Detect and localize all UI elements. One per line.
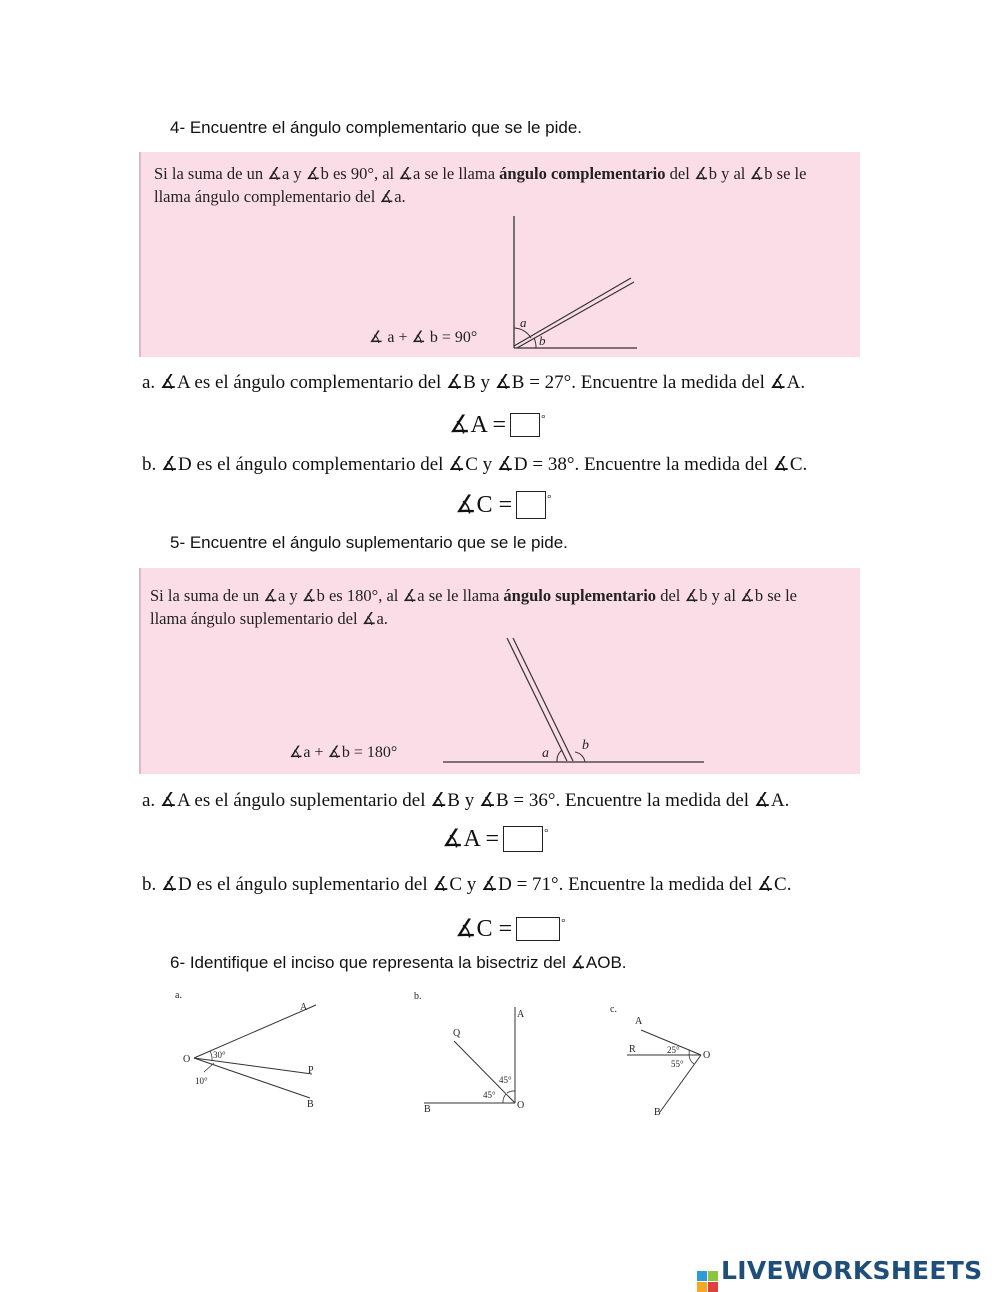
q4-answer-b-input[interactable] bbox=[516, 491, 546, 519]
q5-label-a: a bbox=[542, 746, 549, 761]
q6-option-b-label-q: Q bbox=[453, 1028, 461, 1039]
q6-option-c-label-a: A bbox=[635, 1016, 643, 1027]
q6-option-a-label-b: B bbox=[307, 1099, 314, 1110]
q5-ray-2 bbox=[513, 638, 573, 761]
q6-option-b-label-a: A bbox=[517, 1009, 525, 1020]
q5-definition-text-a: Si la suma de un ∡a y ∡b es 180°, al ∡a se le llama bbox=[150, 586, 503, 605]
q6-option-b-arc-2 bbox=[507, 1091, 515, 1093]
q6-option-b-label-b: B bbox=[424, 1104, 431, 1115]
q6-option-c-arc-2 bbox=[689, 1055, 694, 1064]
q5-formula: ∡a + ∡b = 180° bbox=[289, 742, 397, 762]
q4-definition-line1 bbox=[154, 162, 859, 185]
q5-arc-b bbox=[575, 752, 585, 762]
q4-definition-bold: ángulo complementario bbox=[499, 164, 665, 183]
q4-answer-a bbox=[449, 410, 545, 439]
q4-item-b: b. ∡D es el ángulo complementario del ∡C y ∡D = 38°. Encuentre la medida del ∡C. bbox=[142, 453, 807, 476]
q5-answer-a bbox=[442, 824, 548, 853]
q5-supplementary-figure bbox=[439, 634, 709, 764]
q5-definition-box bbox=[139, 568, 860, 774]
q6-option-a-arc-30 bbox=[210, 1051, 212, 1061]
q5-heading: 5- Encuentre el ángulo suplementario que se le pide. bbox=[170, 533, 568, 553]
q4-answer-b-degree: ° bbox=[547, 493, 551, 505]
q6-option-b-label-o: O bbox=[517, 1100, 524, 1111]
q5-answer-a-label: ∡A = bbox=[442, 824, 499, 853]
q6-heading: 6- Identifique el inciso que representa la bisectriz del ∡AOB. bbox=[170, 953, 627, 973]
q6-option-a-ray-ob bbox=[194, 1058, 310, 1098]
q4-answer-a-degree: ° bbox=[541, 413, 545, 425]
q5-label-b: b bbox=[582, 738, 589, 753]
q4-label-a: a bbox=[520, 315, 527, 330]
liveworksheets-logo-text: LIVEWORKSHEETS bbox=[721, 1256, 982, 1285]
q5-answer-a-input[interactable] bbox=[503, 826, 543, 852]
logo-square-1 bbox=[697, 1271, 707, 1281]
q5-definition-bold: ángulo suplementario bbox=[503, 586, 656, 605]
q4-label-b: b bbox=[539, 333, 546, 348]
q5-answer-b-degree: ° bbox=[561, 917, 565, 929]
q5-definition-text-b: del ∡b y al ∡b se le bbox=[656, 586, 797, 605]
q6-option-b-angle-2: 45° bbox=[483, 1090, 496, 1100]
q4-definition-box bbox=[139, 152, 860, 357]
q6-option-b-figure[interactable] bbox=[410, 985, 540, 1120]
q6-option-c-label-o: O bbox=[703, 1050, 710, 1061]
logo-square-2 bbox=[708, 1271, 718, 1281]
q6-option-a-letter: a. bbox=[175, 990, 182, 1001]
liveworksheets-logo[interactable] bbox=[697, 1256, 982, 1292]
q6-option-c-angle-2: 55° bbox=[671, 1059, 684, 1069]
q5-definition-line2: llama ángulo suplementario del ∡a. bbox=[150, 607, 388, 630]
q6-option-a-label-p: P bbox=[308, 1065, 314, 1076]
q4-definition-line2: llama ángulo complementario del ∡a. bbox=[154, 185, 406, 208]
q5-answer-b-input[interactable] bbox=[516, 917, 560, 941]
q6-option-a-arrow bbox=[204, 1063, 214, 1072]
q6-option-a-label-a: A bbox=[300, 1002, 308, 1013]
q6-option-a-angle-30: 30° bbox=[213, 1050, 226, 1060]
q5-answer-b bbox=[455, 914, 565, 943]
q6-option-a-label-o: O bbox=[183, 1054, 190, 1065]
q4-answer-b-label: ∡C = bbox=[455, 490, 512, 519]
q5-item-a: a. ∡A es el ángulo suplementario del ∡B y ∡B = 36°. Encuentre la medida del ∡A. bbox=[142, 789, 789, 812]
q4-definition-text-b: del ∡b y al ∡b se le bbox=[666, 164, 807, 183]
q4-complementary-figure bbox=[501, 212, 661, 352]
q4-dividing-ray-1 bbox=[514, 278, 631, 346]
q5-definition-line1 bbox=[150, 584, 797, 607]
q6-option-b-letter: b. bbox=[414, 991, 422, 1002]
q6-option-c-label-r: R bbox=[629, 1044, 636, 1055]
q4-heading: 4- Encuentre el ángulo complementario que se le pide. bbox=[170, 118, 582, 138]
q4-answer-a-label: ∡A = bbox=[449, 410, 506, 439]
q6-option-c-angle-1: 25° bbox=[667, 1045, 680, 1055]
q6-option-c-letter: c. bbox=[610, 1004, 617, 1015]
liveworksheets-logo-mark-icon bbox=[697, 1271, 718, 1292]
q6-option-b-arc-1 bbox=[503, 1094, 506, 1103]
q6-option-c-figure[interactable] bbox=[605, 998, 725, 1123]
q5-arc-a bbox=[557, 750, 562, 762]
q6-option-a-angle-10: 10° bbox=[195, 1076, 208, 1086]
q5-answer-b-label: ∡C = bbox=[455, 914, 512, 943]
q6-option-c-label-b: B bbox=[654, 1107, 661, 1118]
q4-item-a: a. ∡A es el ángulo complementario del ∡B y ∡B = 27°. Encuentre la medida del ∡A. bbox=[142, 371, 805, 394]
q6-option-b-angle-1: 45° bbox=[499, 1075, 512, 1085]
q6-option-a-figure[interactable] bbox=[170, 985, 330, 1115]
q4-formula: ∡ a + ∡ b = 90° bbox=[369, 327, 477, 347]
q4-definition-text-a: Si la suma de un ∡a y ∡b es 90°, al ∡a se le llama bbox=[154, 164, 499, 183]
q5-answer-a-degree: ° bbox=[544, 827, 548, 839]
q4-answer-a-input[interactable] bbox=[510, 413, 540, 437]
q5-ray-1 bbox=[507, 638, 567, 761]
q5-item-b: b. ∡D es el ángulo suplementario del ∡C y ∡D = 71°. Encuentre la medida del ∡C. bbox=[142, 873, 791, 896]
q4-answer-b bbox=[455, 490, 551, 519]
q4-arc-b bbox=[534, 338, 536, 348]
